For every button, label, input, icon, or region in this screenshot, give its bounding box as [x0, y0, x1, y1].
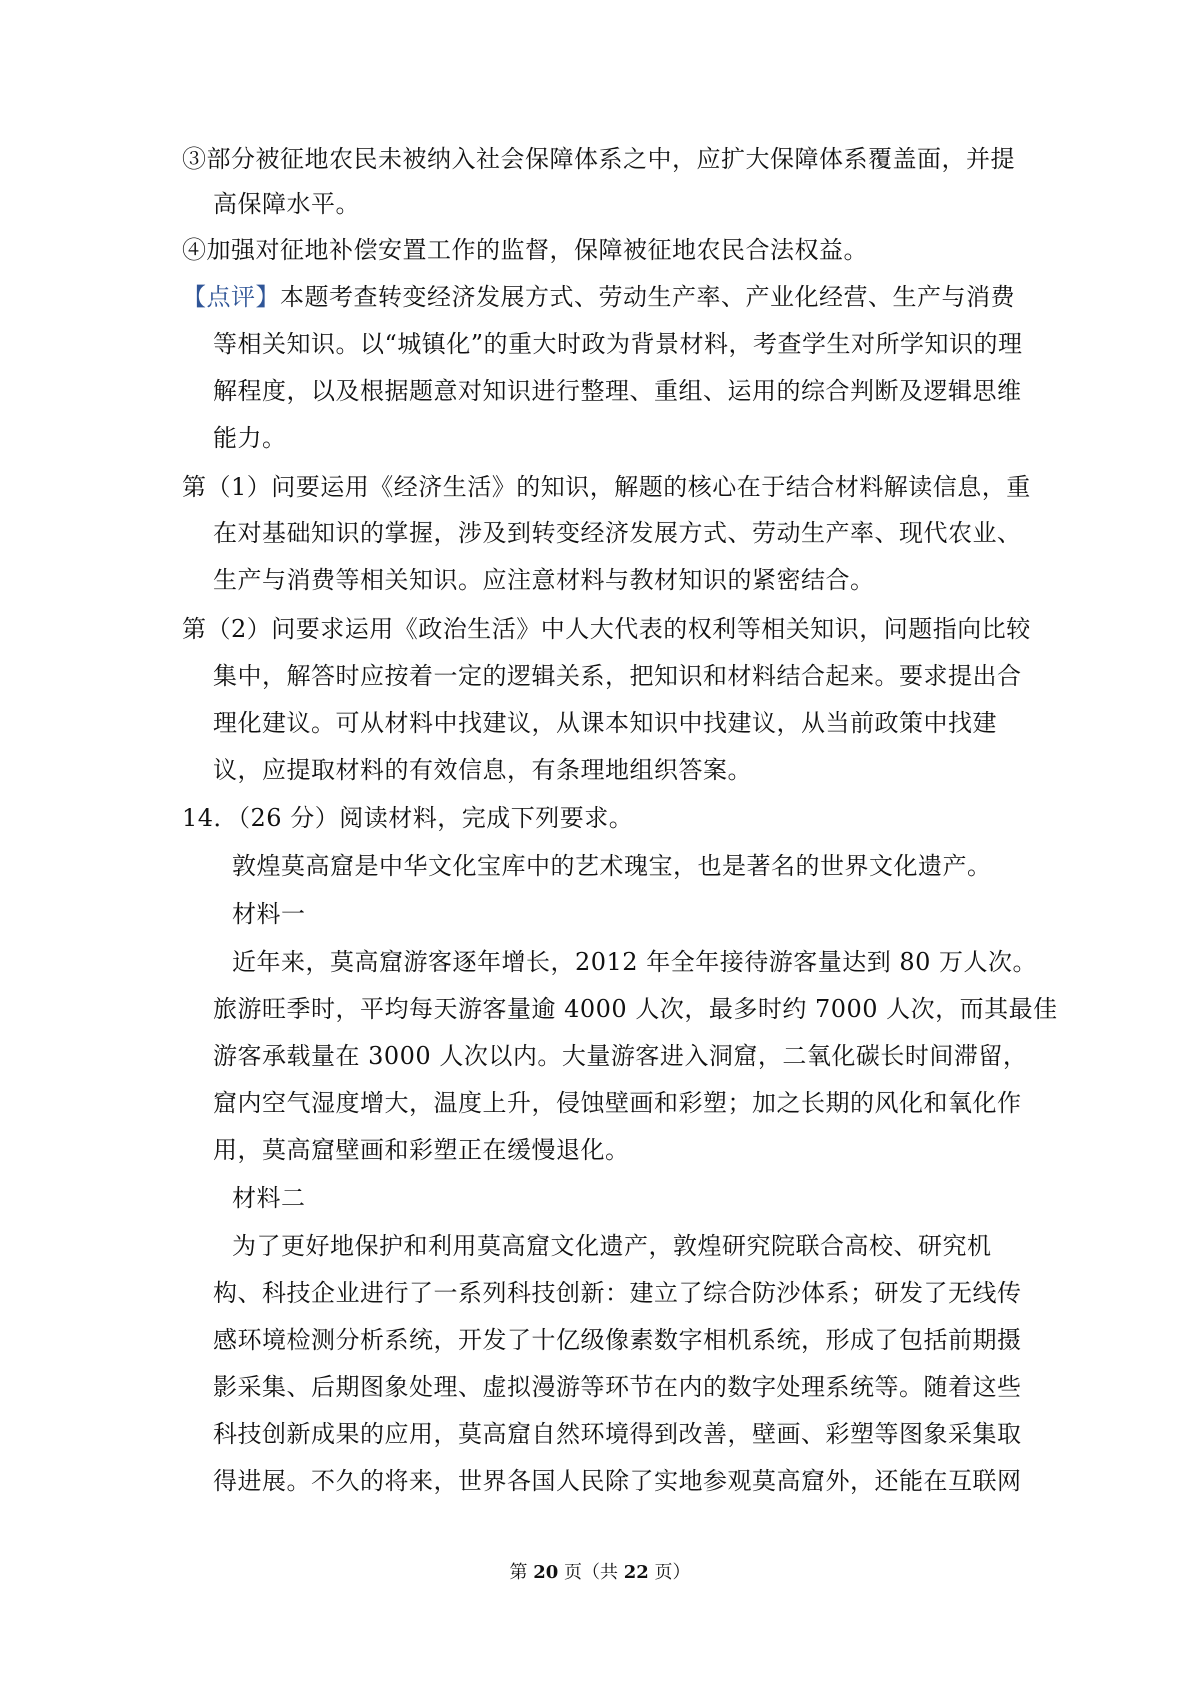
text-line: 为了更好地保护和利用莫高窟文化遗产，敦煌研究院联合高校、研究机 [232, 1232, 992, 1260]
text-line: 在对基础知识的掌握，涉及到转变经济发展方式、劳动生产率、现代农业、 [213, 519, 1022, 547]
text-line: 游客承载量在 3000 人次以内。大量游客进入洞窟，二氧化碳长时间滞留， [213, 1042, 1028, 1070]
footer-middle: 页（共 [558, 1562, 624, 1583]
text-line: 得进展。不久的将来，世界各国人民除了实地参观莫高窟外，还能在互联网 [213, 1467, 1022, 1495]
text-line: 理化建议。可从材料中找建议，从课本知识中找建议，从当前政策中找建 [213, 709, 997, 737]
comment-text: 本题考查转变经济发展方式、劳动生产率、产业化经营、生产与消费 [280, 283, 1015, 311]
text-line: 第（1）问要运用《经济生活》的知识，解题的核心在于结合材料解读信息，重 [182, 473, 1031, 501]
page-number: 20 [533, 1562, 559, 1583]
material-heading: 材料一 [232, 900, 306, 928]
text-line: 生产与消费等相关知识。应注意材料与教材知识的紧密结合。 [213, 566, 875, 594]
text-line: 构、科技企业进行了一系列科技创新：建立了综合防沙体系；研发了无线传 [213, 1279, 1022, 1307]
text-line: 用，莫高窟壁画和彩塑正在缓慢退化。 [213, 1136, 630, 1164]
material-heading: 材料二 [232, 1184, 306, 1212]
text-line: 窟内空气湿度增大，温度上升，侵蚀壁画和彩塑；加之长期的风化和氧化作 [213, 1089, 1022, 1117]
text-line: 近年来，莫高窟游客逐年增长，2012 年全年接待游客量达到 80 万人次。 [232, 948, 1038, 976]
text-line: 集中，解答时应按着一定的逻辑关系，把知识和材料结合起来。要求提出合 [213, 662, 1022, 690]
text-line: 解程度，以及根据题意对知识进行整理、重组、运用的综合判断及逻辑思维 [213, 377, 1022, 405]
text-line: 第（2）问要求运用《政治生活》中人大代表的权利等相关知识，问题指向比较 [182, 615, 1031, 643]
page-footer [0, 1562, 1200, 1584]
text-line: 等相关知识。以“城镇化”的重大时政为背景材料，考查学生对所学知识的理 [213, 330, 1023, 358]
text-line: 旅游旺季时，平均每天游客量逾 4000 人次，最多时约 7000 人次，而其最佳 [213, 995, 1058, 1023]
page-total: 22 [623, 1562, 649, 1583]
text-line: 议，应提取材料的有效信息，有条理地组织答案。 [213, 756, 752, 784]
text-line: ④加强对征地补偿安置工作的监督，保障被征地农民合法权益。 [182, 236, 868, 264]
text-line: 敦煌莫高窟是中华文化宝库中的艺术瑰宝，也是著名的世界文化遗产。 [232, 852, 992, 880]
text-line: 高保障水平。 [213, 190, 360, 218]
text-line: 影采集、后期图象处理、虚拟漫游等环节在内的数字处理系统等。随着这些 [213, 1373, 1022, 1401]
footer-prefix: 第 [509, 1562, 534, 1583]
comment-line [182, 282, 1015, 312]
footer-suffix: 页） [648, 1562, 691, 1583]
text-line: 感环境检测分析系统，开发了十亿级像素数字相机系统，形成了包括前期摄 [213, 1326, 1022, 1354]
text-line: ③部分被征地农民未被纳入社会保障体系之中，应扩大保障体系覆盖面，并提 [182, 145, 1015, 173]
question-heading: 14．（26 分）阅读材料，完成下列要求。 [182, 804, 634, 832]
comment-tag: 【点评】 [182, 283, 280, 311]
text-line: 科技创新成果的应用，莫高窟自然环境得到改善，壁画、彩塑等图象采集取 [213, 1420, 1022, 1448]
text-line: 能力。 [213, 424, 287, 452]
